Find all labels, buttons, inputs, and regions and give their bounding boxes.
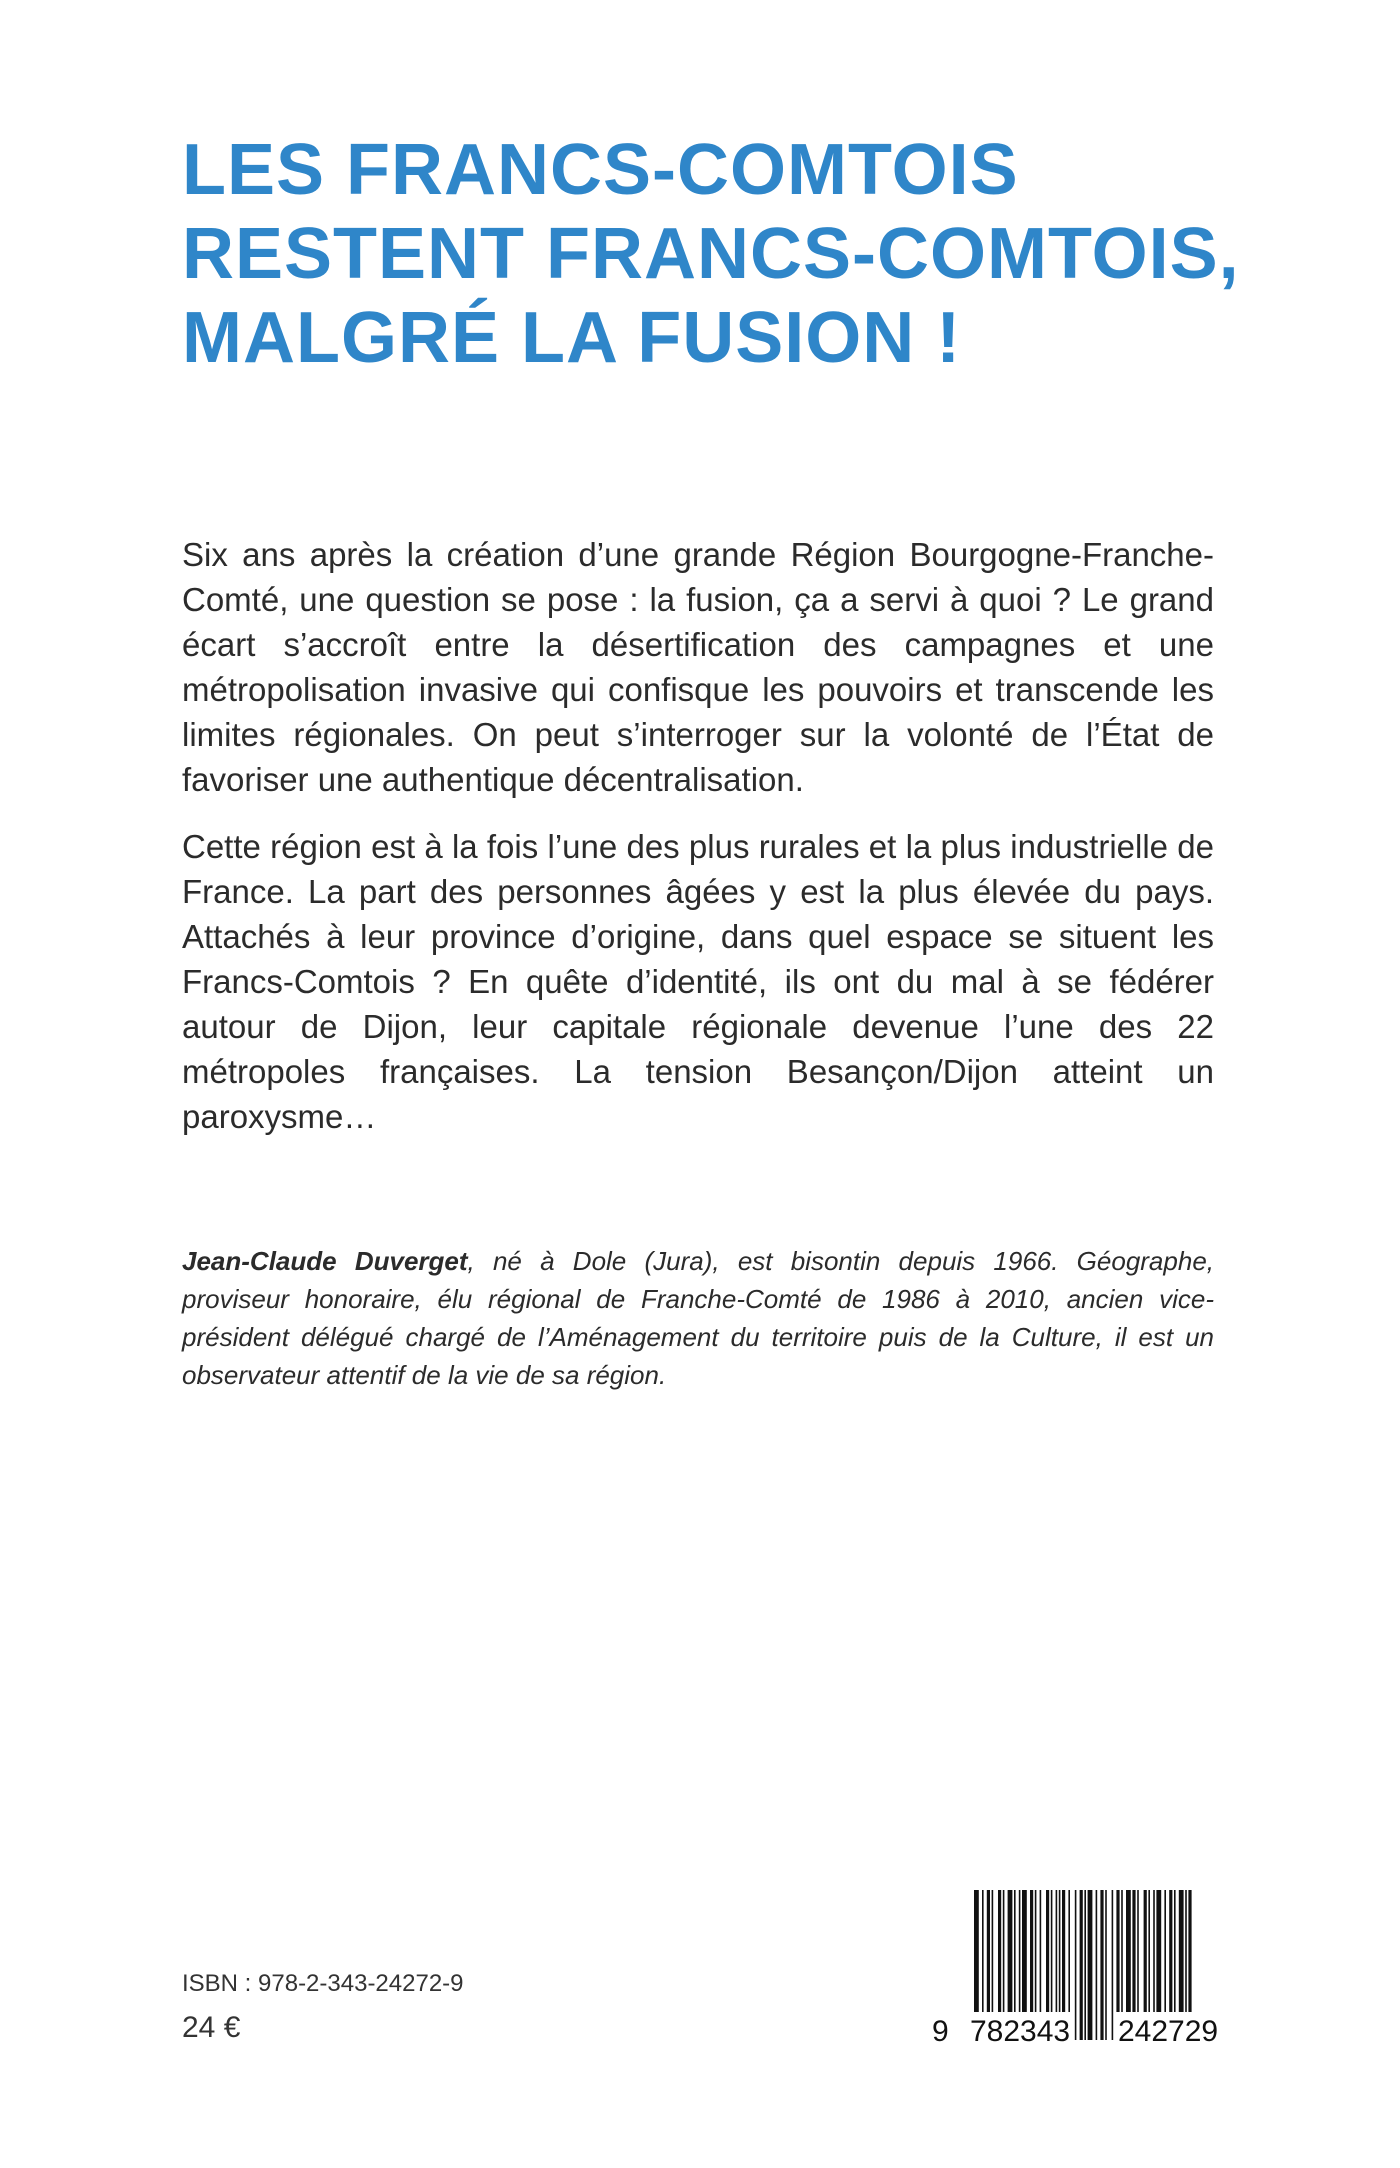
blurb-paragraph-1: Six ans après la création d’une grande Région Bourgogne-Franche-Comté, une question se pose : la fusion, ça a servi à quoi ? Le grand écart s’accroît entre la désertification des campagnes et une métropolisation invasive qui confisque les pouvoirs et transcende les limites régionales. On peut s’interroger sur la volonté de l’État de favoriser une authentique décentralisation. [182,536,1214,798]
barcode-digits [930,2012,1260,2052]
title-line-2: RESTENT FRANCS-COMTOIS, [182,214,1240,294]
barcode [930,1890,1260,2050]
author-bio-text: , né à Dole (Jura), est bisontin depuis 1966. Géographe, proviseur honoraire, élu régional de Franche-Comté de 1986 à 2010, ancien vice-président délégué chargé de l’Aménagement du territoire puis de la Culture, il est un observateur attentif de la vie de sa région. [182,1246,1215,1390]
author-name: Jean-Claude Duverget [182,1246,468,1276]
cover-title [182,128,1282,380]
author-bio [182,1242,1214,1394]
barcode-digits-right: 242729 [1116,2012,1220,2052]
barcode-digits-left: 782343 [968,2012,1072,2052]
blurb-paragraph-2: Cette région est à la fois l’une des plus rurales et la plus industrielle de France. La part des personnes âgées y est la plus élevée du pays. Attachés à leur province d’origine, dans quel espace se situent les Francs-Comtois ? En quête d’identité, ils ont du mal à se fédérer autour de Dijon, leur capitale régionale devenue l’une des 22 métropoles françaises. La tension Besançon/Dijon atteint un paroxysme… [182,828,1214,1135]
price-label: 24 € [182,2011,241,2044]
blurb [182,532,1214,1161]
barcode-digit-first: 9 [930,2012,951,2052]
isbn-label: ISBN : 978-2-343-24272-9 [182,1970,464,1997]
title-line-1: LES FRANCS-COMTOIS [182,130,1019,210]
title-line-3: MALGRÉ LA FUSION ! [182,298,962,378]
